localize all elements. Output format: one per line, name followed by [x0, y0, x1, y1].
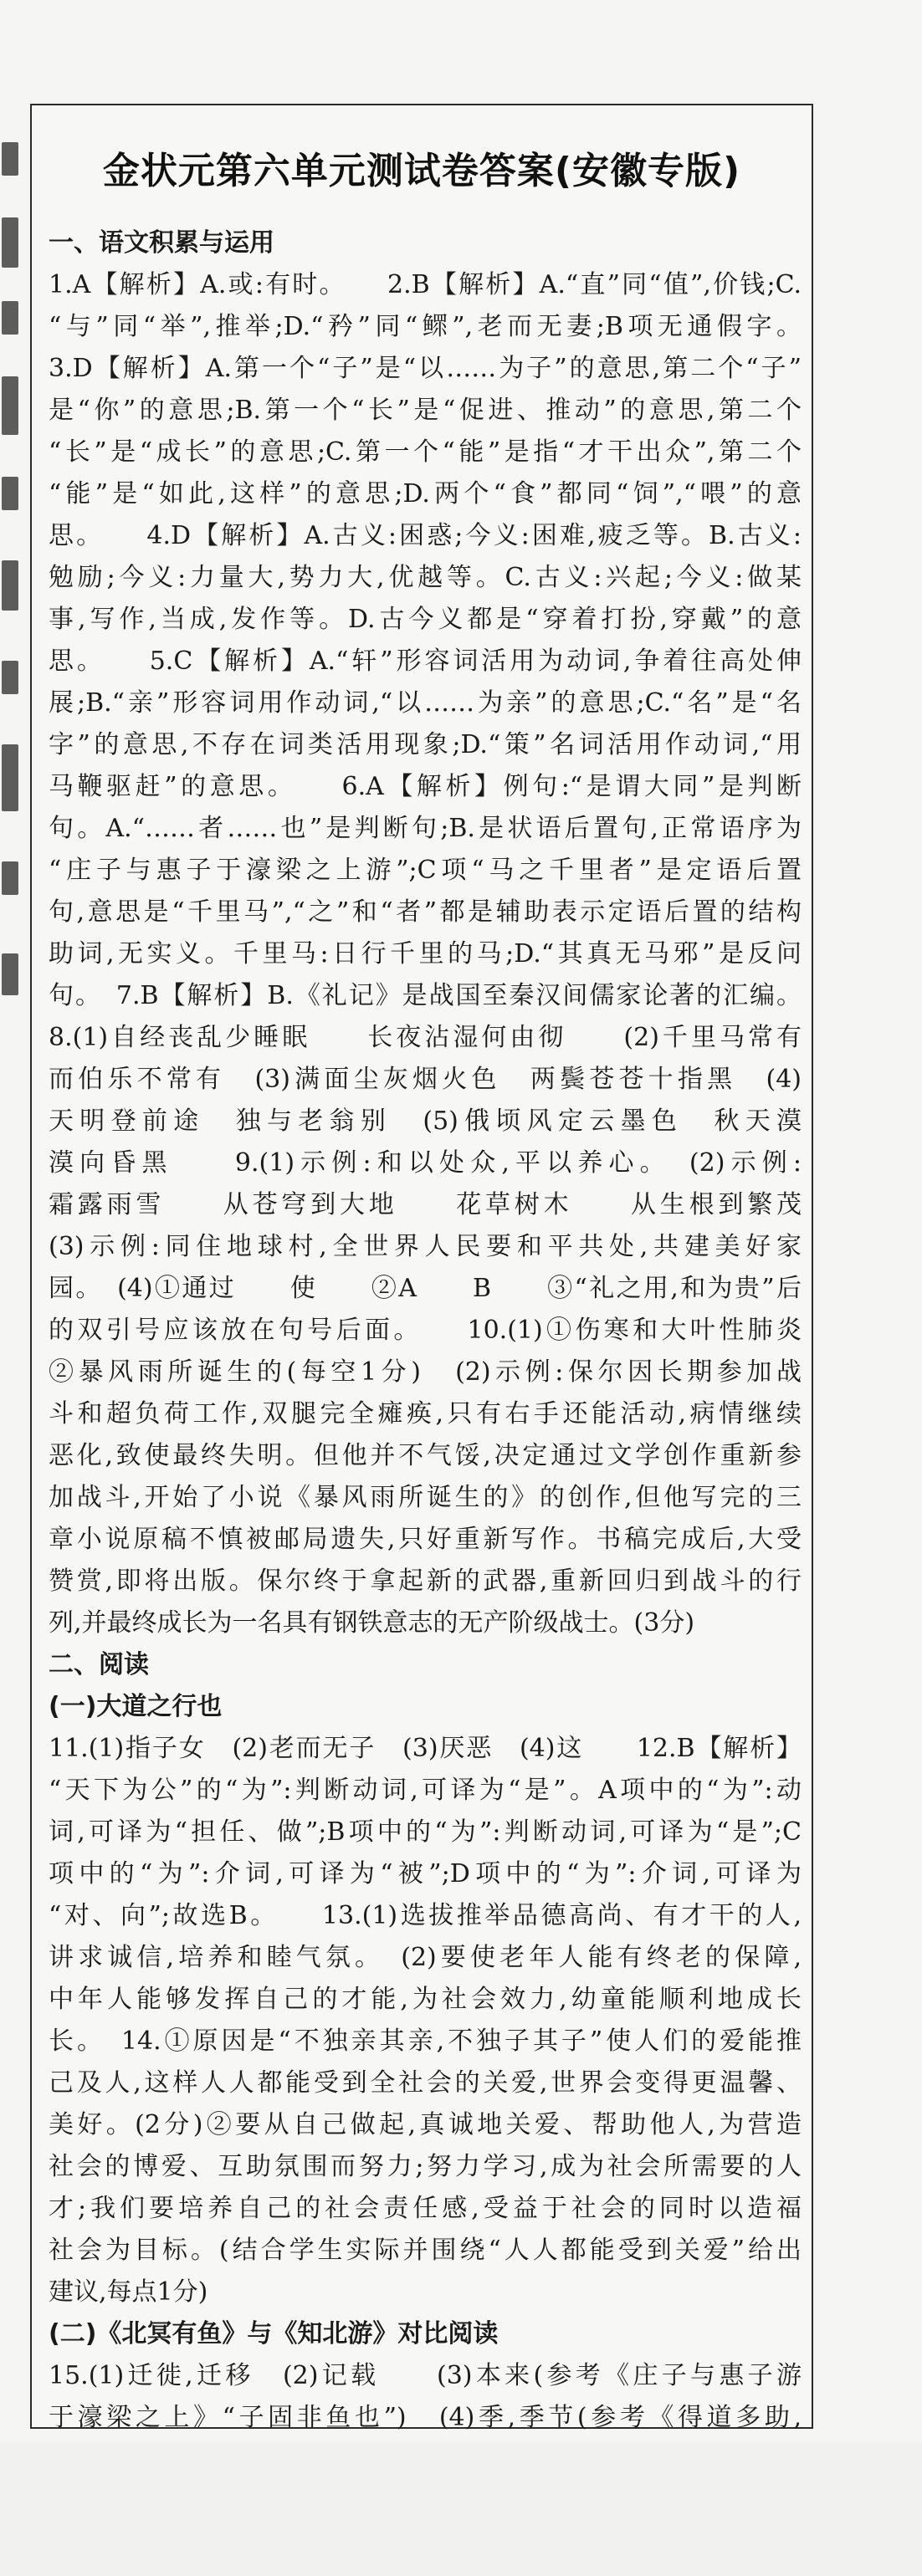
text-line: 项中的“为”:介词,可译为“被”;D项中的“为”:介词,可译为 [49, 1859, 802, 1889]
text-line: 建议,每点1分) [49, 2277, 208, 2307]
text-line: “庄子与惠子于濠梁之上游”;C项“马之千里者”是定语后置 [49, 856, 802, 885]
text-line: 中年人能够发挥自己的才能,为社会效力,幼童能顺利地成长 [49, 1985, 802, 2014]
text-line: 赞赏,即将出版。保尔终于拿起新的武器,重新回归到战斗的行 [49, 1567, 802, 1596]
text-line: 才;我们要培养自己的社会责任感,受益于社会的同时以造福 [49, 2194, 802, 2223]
text-line: 列,并最终成长为一名具有钢铁意志的无产阶级战士。(3分) [49, 1608, 695, 1638]
text-line: 章小说原稿不慎被邮局遗失,只好重新写作。书稿完成后,大受 [49, 1525, 802, 1554]
text-line: (3)示例:同住地球村,全世界人民要和平共处,共建美好家 [49, 1232, 802, 1261]
page-title: 金状元第六单元测试卷答案(安徽专版) [102, 150, 741, 192]
text-line: 字”的意思,不存在词类活用现象;D.“策”名词活用作动词,“用 [49, 730, 802, 759]
text-line: 1.A【解析】A.或:有时。 2.B【解析】A.“直”同“值”,价钱;C. [49, 270, 802, 299]
text-line: 的双引号应该放在句号后面。 10.(1)①伤寒和大叶性肺炎 [49, 1316, 802, 1345]
text-line: 思。 5.C【解析】A.“轩”形容词活用为动词,争着往高处伸 [49, 647, 802, 676]
text-line: 词,可译为“担任、做”;B项中的“为”:判断动词,可译为“是”;C [49, 1817, 802, 1847]
section-heading: 二、阅读 [49, 1650, 149, 1679]
text-line: 助词,无实义。千里马:日行千里的马;D.“其真无马邪”是反问 [49, 939, 802, 969]
text-line: 15.(1)迁徙,迁移 (2)记载 (3)本来(参考《庄子与惠子游 [49, 2361, 802, 2390]
text-line: “对、向”;故选B。 13.(1)选拔推举品德高尚、有才干的人, [49, 1901, 802, 1930]
text-line: 马鞭驱赶”的意思。 6.A【解析】例句:“是谓大同”是判断 [49, 772, 802, 801]
text-line: 园。 (4)①通过 使 ②A B ③“礼之用,和为贵”后 [49, 1274, 802, 1303]
text-line: 社会的博爱、互助氛围而努力;努力学习,成为社会所需要的人 [49, 2152, 802, 2181]
text-line: 己及人,这样人人都能受到全社会的关爱,世界会变得更温馨、 [49, 2068, 802, 2098]
answer-sheet [30, 104, 813, 2432]
section-heading: 一、语文积累与运用 [49, 228, 274, 258]
text-line: 长。 14.①原因是“不独亲其亲,不独子其子”使人们的爱能推 [49, 2027, 802, 2056]
text-line: 句,意思是“千里马”,“之”和“者”都是辅助表示定语后置的结构 [49, 897, 802, 927]
answer-content [49, 222, 802, 2439]
text-line: 事,写作,当成,发作等。D.古今义都是“穿着打扮,穿戴”的意 [49, 605, 802, 634]
text-line: 句。 7.B【解析】B.《礼记》是战国至秦汉间儒家论著的汇编。 [49, 981, 802, 1010]
text-line: 3.D【解析】A.第一个“子”是“以……为子”的意思,第二个“子” [49, 354, 802, 383]
text-line: “与”同“举”,推举;D.“矜”同“鳏”,老而无妻;B项无通假字。 [49, 312, 802, 341]
text-line: 天明登前途 独与老翁别 (5)俄顷风定云墨色 秋天漠 [49, 1107, 802, 1136]
section-heading: (一)大道之行也 [49, 1692, 223, 1721]
text-line: 而伯乐不常有 (3)满面尘灰烟火色 两鬓苍苍十指黑 (4) [49, 1065, 802, 1094]
text-line: 恶化,致使最终失明。但他并不气馁,决定通过文学创作重新参 [49, 1441, 802, 1470]
text-line: 讲求诚信,培养和睦气氛。 (2)要使老年人能有终老的保障, [49, 1943, 802, 1972]
text-line: “能”是“如此,这样”的意思;D.两个“食”都同“饲”,“喂”的意 [49, 479, 802, 509]
text-line: “天下为公”的“为”:判断动词,可译为“是”。A项中的“为”:动 [49, 1776, 802, 1805]
text-line: 11.(1)指子女 (2)老而无子 (3)厌恶 (4)这 12.B【解析】 [49, 1734, 802, 1763]
bottom-margin [0, 2442, 922, 2576]
text-line: 加战斗,开始了小说《暴风雨所诞生的》的创作,但他写完的三 [49, 1483, 802, 1512]
text-line: 8.(1)自经丧乱少睡眠 长夜沾湿何由彻 (2)千里马常有 [49, 1023, 802, 1052]
text-line: ②暴风雨所诞生的(每空1分) (2)示例:保尔因长期参加战 [49, 1357, 802, 1387]
text-line: 句。A.“……者……也”是判断句;B.是状语后置句,正常语序为 [49, 814, 802, 843]
text-line: 勉励;今义:力量大,势力大,优越等。C.古义:兴起;今义:做某 [49, 563, 802, 592]
text-line: 是“你”的意思;B.第一个“长”是“促进、推动”的意思,第二个 [49, 396, 802, 425]
text-line: 思。 4.D【解析】A.古义:困惑;今义:困难,疲乏等。B.古义: [49, 521, 802, 550]
text-line: 漠向昏黑 9.(1)示例:和以处众,平以养心。 (2)示例: [49, 1148, 802, 1178]
text-line: “长”是“成长”的意思;C.第一个“能”是指“才干出众”,第二个 [49, 437, 802, 467]
text-line: 展;B.“亲”形容词用作动词,“以……为亲”的意思;C.“名”是“名 [49, 688, 802, 718]
text-line: 社会为目标。(结合学生实际并围绕“人人都能受到关爱”给出 [49, 2236, 802, 2265]
binding-edge-marks [0, 125, 22, 1547]
text-line: 于濠梁之上》“子固非鱼也”) (4)季,季节(参考《得道多助, [49, 2403, 802, 2432]
text-line: 美好。(2分)②要从自己做起,真诚地关爱、帮助他人,为营造 [49, 2110, 802, 2139]
section-heading: (二)《北冥有鱼》与《知北游》对比阅读 [49, 2319, 499, 2349]
text-line: 霜露雨雪 从苍穹到大地 花草树木 从生根到繁茂 [49, 1190, 802, 1219]
text-line: 斗和超负荷工作,双腿完全瘫痪,只有右手还能活动,病情继续 [49, 1399, 802, 1429]
